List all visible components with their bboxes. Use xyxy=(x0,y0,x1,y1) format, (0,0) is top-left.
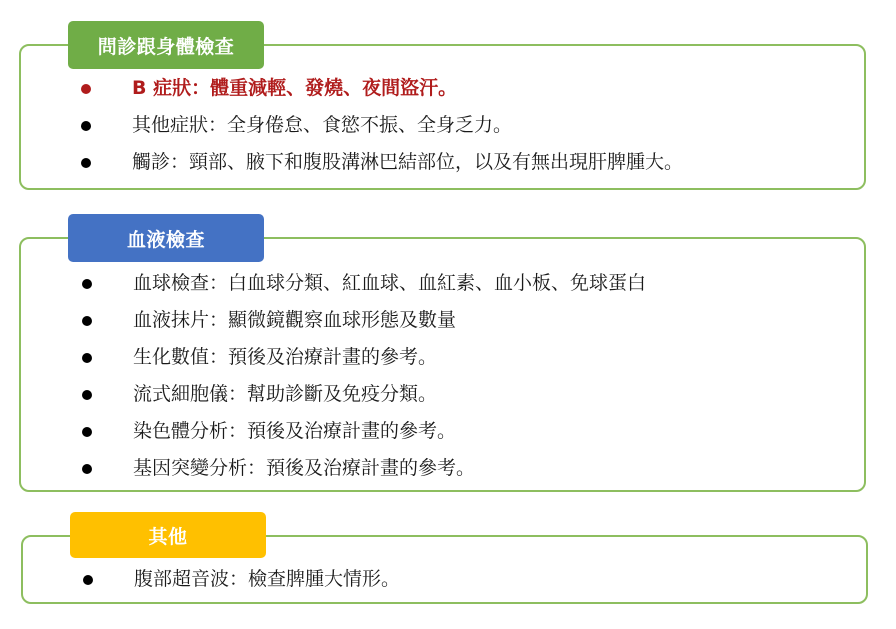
item-text: 觸診：頸部、腋下和腹股溝淋巴結部位，以及有無出現肝脾腫大。 xyxy=(132,151,684,173)
list-item-other-symptoms xyxy=(81,107,841,144)
list-item-b-symptoms xyxy=(81,70,841,107)
item-text: 腹部超音波：檢查脾腫大情形。 xyxy=(134,568,401,590)
list-item-chromosome-analysis xyxy=(82,413,842,450)
item-text: 染色體分析：預後及治療計畫的參考。 xyxy=(133,420,457,442)
section-title-history-exam: 問診跟身體檢查 xyxy=(68,21,264,69)
bullet-icon xyxy=(83,575,93,585)
list-history-exam xyxy=(81,70,841,181)
list-other xyxy=(83,561,843,598)
list-item-blood-smear xyxy=(82,302,842,339)
bullet-icon xyxy=(82,464,92,474)
bullet-icon xyxy=(82,353,92,363)
bullet-icon xyxy=(82,316,92,326)
list-blood-tests xyxy=(82,265,842,487)
bullet-icon xyxy=(81,158,91,168)
item-text: 血液抹片：顯微鏡觀察血球形態及數量 xyxy=(133,309,457,331)
item-text: 流式細胞儀：幫助診斷及免疫分類。 xyxy=(133,383,438,405)
list-item-blood-count xyxy=(82,265,842,302)
section-title-other: 其他 xyxy=(70,512,266,558)
item-text: B 症狀：體重減輕、發燒、夜間盜汗。 xyxy=(132,77,458,99)
list-item-abdominal-ultrasound xyxy=(83,561,843,598)
bullet-icon xyxy=(82,427,92,437)
item-text: 其他症狀：全身倦怠、食慾不振、全身乏力。 xyxy=(132,114,513,136)
item-text: 血球檢查：白血球分類、紅血球、血紅素、血小板、免球蛋白 xyxy=(133,272,647,294)
bullet-icon xyxy=(82,390,92,400)
list-item-gene-mutation-analysis xyxy=(82,450,842,487)
list-item-palpation xyxy=(81,144,841,181)
bullet-icon xyxy=(81,84,91,94)
item-text: 生化數值：預後及治療計畫的參考。 xyxy=(133,346,438,368)
bullet-icon xyxy=(81,121,91,131)
list-item-flow-cytometry xyxy=(82,376,842,413)
bullet-icon xyxy=(82,279,92,289)
section-title-blood-tests: 血液檢查 xyxy=(68,214,264,262)
item-text: 基因突變分析：預後及治療計畫的參考。 xyxy=(133,457,476,479)
list-item-biochemistry xyxy=(82,339,842,376)
